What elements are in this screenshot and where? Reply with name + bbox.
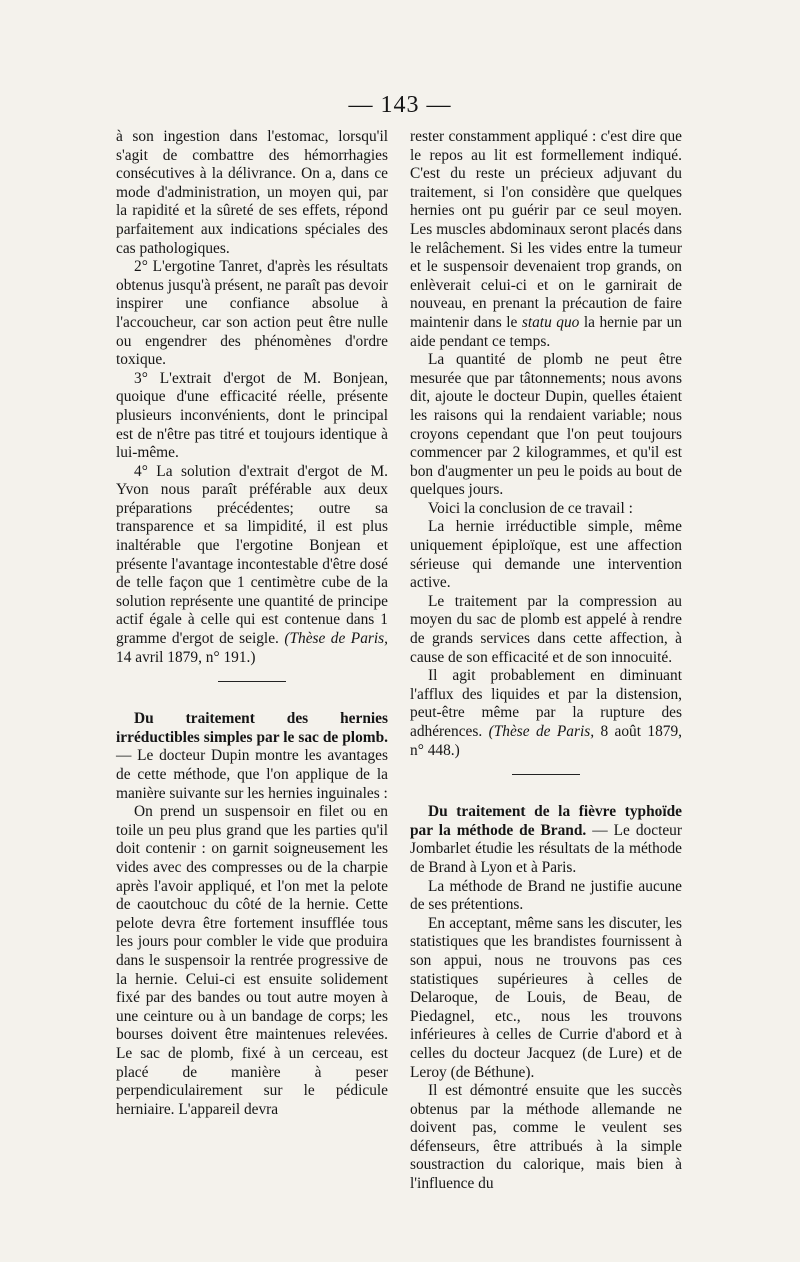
paragraph: Voici la conclusion de ce travail : (428, 499, 633, 517)
paragraph-text: la hernie par un aide pendant ce temps. (410, 313, 682, 350)
section-intro: — Le docteur Dupin montre les avantages de cette méthode, que l'on applique de la manière suivante sur les hernies inguinales : (116, 747, 388, 802)
page-number: — 143 — (348, 92, 452, 118)
paragraph: On prend un suspensoir en filet ou en toile un peu plus grand que les parties qu'il doit contenir : on garnit soigneusement les vides avec des compresses ou de la charpie après l'avoir appliqué, et l'on met la pelote de caoutchouc du côté de la hernie. Cette pelote devra être fortement insufflée tous les jours pour combler le vide que produira dans le suspensoir la rentrée progressive de la hernie. Celui-ci est ensuite solidement fixé par des bandes ou tout autre moyen à une ceinture ou à un bandage de corps; les bourses doivent être maintenues relevées. Le sac de plomb, fixé à un cerceau, est placé de manière à peser perpendiculairement sur le pédicule herniaire. L'appareil devra (116, 803, 388, 1118)
paragraph: La méthode de Brand ne justifie aucune de ses prétentions. (410, 877, 682, 914)
section-divider (512, 774, 580, 775)
latin-phrase: statu quo (521, 313, 580, 331)
paragraph: La quantité de plomb ne peut être mesurée que par tâtonnements; nous avons dit, ajoute le docteur Dupin, quelles étaient les raisons qui la rendaient variable; nous croyons cependant que l'on peut toujours commencer par 2 kilogrammes, et qu'il est bon d'augmenter un peu le poids au bout de quelques jours. (410, 351, 682, 499)
citation-date: 8 août 1879, n° 448.) (410, 723, 682, 759)
section-heading-paragraph (116, 710, 388, 803)
section-divider (218, 681, 286, 682)
paragraph: En acceptant, même sans les discuter, les statistiques que les brandistes fournissent à son appui, nous ne trouvons pas ces statistiques supérieures à celles de Delaroque, de Louis, de Beau, de Piedagnel, etc., nous les trouvons inférieures à celles de Currie d'abord et à celles du docteur Jacquez (de Lure) et de Leroy (de Béthune). (410, 914, 682, 1081)
right-column (410, 128, 682, 1194)
paragraph: Il est démontré ensuite que les succès obtenus par la méthode allemande ne doivent pas, comme le veulent ses défenseurs, être attribués à la simple soustraction du calorique, mais bien à l'influence du (410, 1082, 682, 1193)
citation: (Thèse de Paris, (284, 630, 388, 648)
paragraph-text: Il agit probablement en diminuant l'afflux des liquides et par la distension, peut-être même par la rupture des adhérences. (410, 667, 682, 740)
paragraph: 2° L'ergotine Tanret, d'après les résultats obtenus jusqu'à présent, ne paraît pas devoir inspirer une confiance absolue à l'accoucheur, car son action peut être nulle ou engendrer des phénomènes d'ordre toxique. (116, 258, 388, 369)
paragraph: Le traitement par la compression au moyen du sac de plomb est appelé à rendre de grands services dans cette affection, à cause de son efficacité et de son innocuité. (410, 592, 682, 666)
section-title: Du traitement des hernies irréductibles simples par le sac de plomb. (116, 710, 388, 746)
paragraph-text: 4° La solution d'extrait d'ergot de M. Yvon nous paraît préférable aux deux préparations précédentes; outre sa transparence et sa limpidité, il est plus inaltérable que l'ergotine Bonjean et présente l'avantage incontestable d'être dosé de telle façon que 1 centimètre cube de la solution représente une quantité de principe actif égale à celle qui est contenue dans 1 gramme d'ergot de seigle. (116, 462, 388, 648)
section-intro: — Le docteur Jombarlet étudie les résultats de la méthode de Brand à Lyon et à Paris. (410, 821, 682, 876)
section-title: Du traitement de la fièvre typhoïde par la méthode de Brand. (410, 803, 682, 839)
section-heading-paragraph (410, 803, 682, 877)
paragraph (410, 128, 682, 351)
citation-date: 14 avril 1879, n° 191.) (116, 648, 256, 666)
paragraph (410, 667, 682, 760)
left-column (116, 128, 388, 1119)
paragraph: La hernie irréductible simple, même uniquement épiploïque, est une affection sérieuse qui demande une intervention active. (410, 518, 682, 592)
citation: (Thèse de Paris, (488, 723, 595, 740)
paragraph (116, 463, 388, 668)
paragraph: à son ingestion dans l'estomac, lorsqu'il s'agit de combattre des hémorrhagies consécutives à la délivrance. On a, dans ce mode d'administration, un moyen qui, par la rapidité et la sûreté de ses effets, répond parfaitement aux indications spéciales des cas pathologiques. (116, 128, 388, 257)
paragraph-text: rester constamment appliqué : c'est dire que le repos au lit est formellement indiqué. C'est du reste un précieux adjuvant du traitement, si l'on considère que quelques hernies ont pu guérir par ce seul moyen. Les muscles abdominaux seront placés dans le relâchement. Si les vides entre la tumeur et le suspensoir devenaient trop grands, on enlèverait celui-ci et on le garnirait de nouveau, en prenant la précaution de faire maintenir dans le (410, 128, 682, 331)
paragraph: 3° L'extrait d'ergot de M. Bonjean, quoique d'une efficacité réelle, présente plusieurs inconvénients, dont le principal est de n'être pas titré et toujours identique à lui-même. (116, 369, 388, 462)
